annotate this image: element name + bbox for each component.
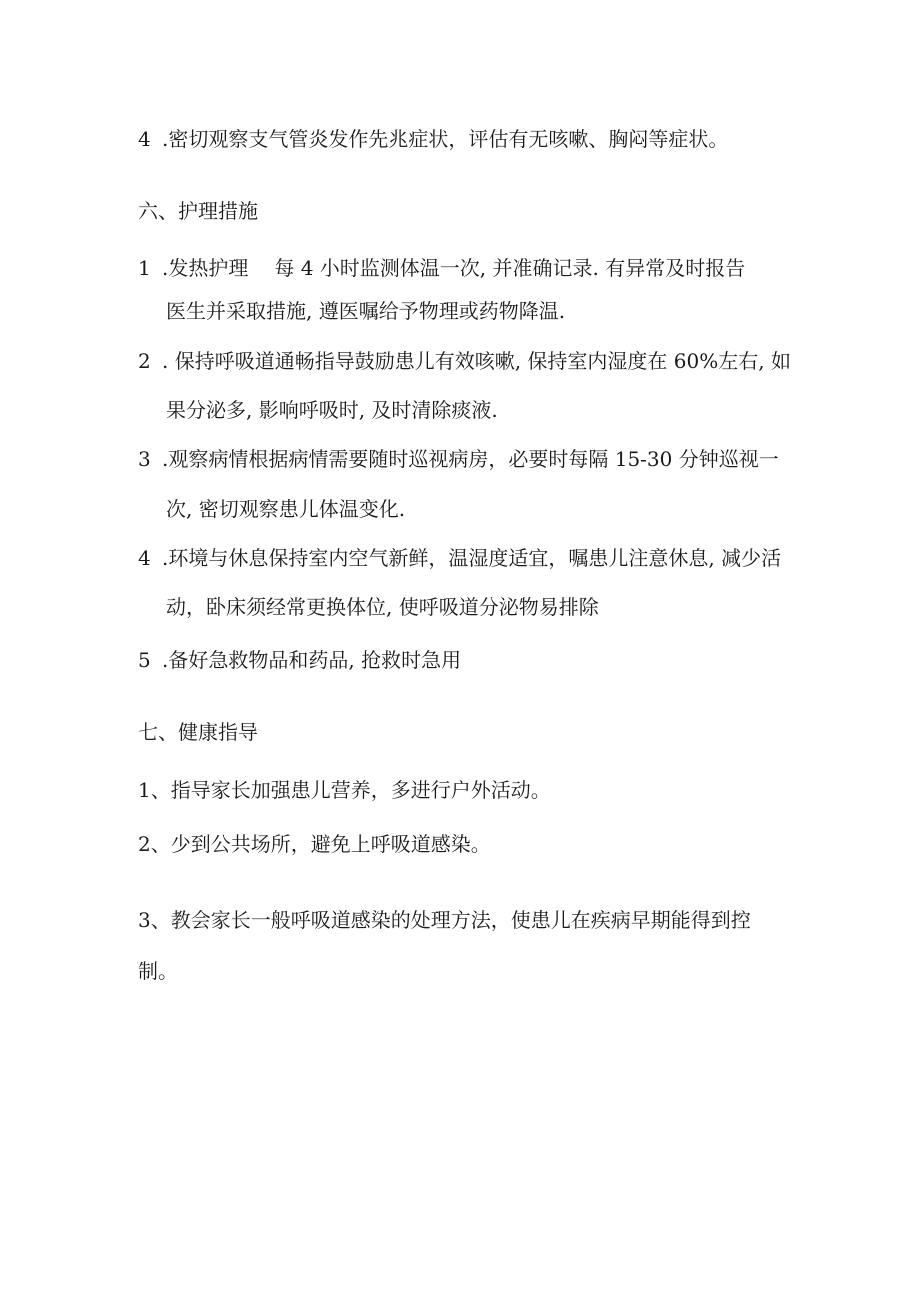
item-text: .备好急救物品和药品, 抢救时急用 xyxy=(162,648,462,672)
item-text: 每 4 小时监测体温一次, 并准确记录. 有异常及时报告 xyxy=(274,256,746,280)
section-heading-health-guidance: 七、健康指导 xyxy=(138,720,258,744)
nursing-item-4-line1 xyxy=(138,545,781,571)
item-text: .环境与休息保持室内空气新鲜，温湿度适宜，嘱患儿注意休息, 减少活 xyxy=(162,546,782,570)
item-number: 5 xyxy=(138,648,151,672)
guidance-item-3-line2: 制。 xyxy=(138,959,178,983)
guidance-item-2: 2、少到公共场所，避免上呼吸道感染。 xyxy=(138,832,491,856)
nursing-item-4-line2: 动，卧床须经常更换体位, 使呼吸道分泌物易排除 xyxy=(166,595,599,619)
section-heading-nursing-measures: 六、护理措施 xyxy=(138,199,258,223)
item-text: .密切观察支气管炎发作先兆症状，评估有无咳嗽、胸闷等症状。 xyxy=(162,127,729,151)
item-text: .观察病情根据病情需要随时巡视病房，必要时每隔 15-30 分钟巡视一 xyxy=(162,447,779,471)
nursing-item-1-line2: 医生并采取措施, 遵医嘱给予物理或药物降温. xyxy=(166,299,566,323)
nursing-item-2-line2: 果分泌多, 影响呼吸时, 及时清除痰液. xyxy=(166,398,498,422)
item-number: 2 xyxy=(138,349,151,373)
item-number: 4 xyxy=(138,546,151,570)
nursing-item-3-line1 xyxy=(138,446,779,472)
nursing-item-3-line2: 次, 密切观察患儿体温变化. xyxy=(166,497,406,521)
guidance-item-1: 1、指导家长加强患儿营养，多进行户外活动。 xyxy=(138,778,551,802)
item-text: . 保持呼吸道通畅指导鼓励患儿有效咳嗽, 保持室内湿度在 60%左右, 如 xyxy=(162,349,791,373)
item-title: .发热护理 xyxy=(162,256,249,280)
symptom-item-4 xyxy=(138,126,728,152)
item-number: 4 xyxy=(138,127,151,151)
guidance-item-3-line1: 3、教会家长一般呼吸道感染的处理方法，使患儿在疾病早期能得到控 xyxy=(138,908,751,932)
nursing-item-2-line1 xyxy=(138,348,791,374)
item-number: 1 xyxy=(138,256,151,280)
nursing-item-5-line1 xyxy=(138,647,461,673)
item-number: 3 xyxy=(138,447,151,471)
nursing-item-1-line1 xyxy=(138,255,745,281)
